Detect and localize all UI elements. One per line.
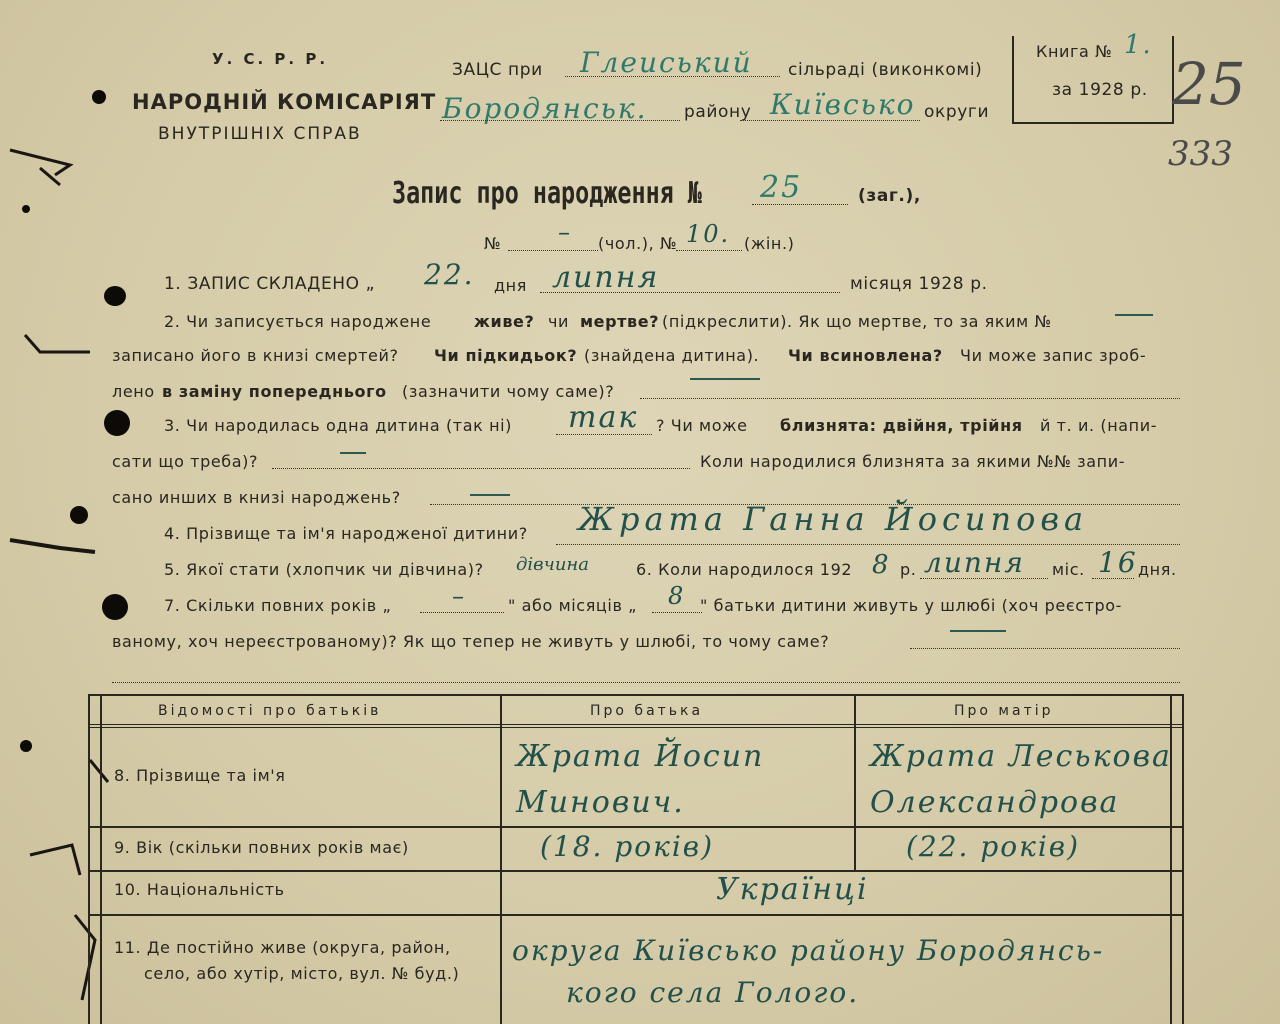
q1-label: 1. ЗАПИС СКЛАДЕНО „: [164, 274, 376, 294]
commissariat-label: НАРОДНІЙ КОМІСАРІЯТ: [132, 90, 437, 114]
table-header-father: Про батька: [590, 703, 704, 719]
q2-zaminu: в заміну попереднього: [162, 382, 387, 401]
mother-age-value: (22. років): [906, 830, 1081, 863]
q4-label: 4. Прізвище та ім'я народженої дитини?: [164, 524, 528, 543]
row-name-label: 8. Прізвище та ім'я: [114, 766, 286, 785]
rayon-value: Бородянськ.: [442, 92, 648, 125]
row-residence-label-1: 11. Де постійно живе (округа, район,: [114, 938, 451, 957]
male-female-label: (чол.), №: [598, 234, 678, 253]
q2-zhyve: живе?: [474, 312, 535, 331]
q5-value: дівчина: [516, 554, 590, 575]
q7-months-value: 8: [668, 582, 686, 610]
q7-line1c: " батьки дитини живуть у шлюбі (хоч реєстро-: [700, 596, 1123, 615]
book-year: за 1928 р.: [1052, 80, 1148, 100]
q3-line2a: сати що треба)?: [112, 452, 259, 471]
q3-line1c: й т. и. (напи-: [1040, 416, 1158, 435]
okruha-value: Київсько: [770, 88, 916, 121]
q6-r: р.: [900, 560, 917, 579]
record-zag: (заг.),: [858, 186, 921, 206]
q1-day-value: 22.: [424, 258, 475, 291]
record-number: 25: [760, 170, 803, 205]
row-age-label: 9. Вік (скільки повних років має): [114, 838, 409, 857]
zats-label: ЗАЦС при: [452, 60, 543, 80]
q7-line1b: " або місяців „: [508, 596, 638, 615]
q2-pidkydok: Чи підкидьок?: [434, 346, 578, 365]
q2-line3b: (зазначити чому саме)?: [402, 382, 615, 401]
pencil-number-top: 25: [1172, 50, 1246, 118]
zats-value: Глеиський: [580, 46, 753, 79]
q1-month-value: липня: [552, 260, 660, 295]
q2-mertve: мертве?: [580, 312, 660, 331]
usrr-label: У. С. Р. Р.: [212, 50, 329, 68]
female-label: (жін.): [744, 234, 795, 253]
table-header-parents: Відомості про батьків: [158, 703, 382, 719]
q7-line1a: 7. Скільки повних років „: [164, 596, 392, 615]
q6-dnya: дня.: [1138, 560, 1177, 579]
q5-label: 5. Якої стати (хлопчик чи дівчина)?: [164, 560, 484, 579]
female-number-value: 10.: [686, 220, 731, 248]
q3-line3a: сано инших в книзі народжень?: [112, 488, 401, 507]
father-name-value: Жрата Йосип Минович.: [516, 739, 765, 820]
residence-value-2: кого села Голого.: [566, 976, 860, 1009]
q6-mis: міс.: [1052, 560, 1085, 579]
q3-blyzn: близнята: двійня, трійня: [780, 416, 1023, 435]
sub-no-label: №: [484, 234, 502, 253]
q6-month-value: липня: [924, 546, 1025, 579]
row-residence-label-2: село, або хутір, місто, вул. № буд.): [144, 964, 460, 983]
q2-line1b: (підкреслити). Як що мертве, то за яким №: [662, 312, 1052, 331]
book-label: Книга №: [1036, 42, 1113, 61]
q3-line1a: 3. Чи народилась одна дитина (так ні): [164, 416, 513, 435]
male-number-value: –: [558, 218, 572, 246]
q7-years-value: –: [452, 582, 466, 610]
father-age-value: (18. років): [540, 830, 715, 863]
nationality-value: Українці: [716, 872, 869, 907]
q2-line1a: 2. Чи записується народжене: [164, 312, 432, 331]
q3-line2b: Коли народилися близнята за якими №№ запи-: [700, 452, 1126, 471]
q6-day-value: 16: [1098, 546, 1138, 579]
table-header-mother: Про матір: [954, 703, 1054, 719]
record-title: Запис про народження №: [392, 176, 702, 211]
q1-dnya: дня: [494, 276, 527, 295]
residence-value-1: округа Київсько району Бородянсь-: [512, 934, 1105, 967]
q6-year-digit: 8: [872, 550, 889, 580]
okruhy-label: округи: [924, 102, 990, 122]
mother-name-value: Жрата Леськова Олександрова: [870, 739, 1172, 820]
q1-tail: місяця 1928 р.: [850, 274, 988, 294]
q4-value: Жрата Ганна Йосипова: [578, 500, 1089, 538]
row-nationality-label: 10. Національність: [114, 880, 285, 899]
q2-line2a: записано його в книзі смертей?: [112, 346, 399, 365]
q3-value: так: [568, 400, 639, 435]
q3-line1b: ? Чи може: [656, 416, 748, 435]
department-label: ВНУТРІШНІХ СПРАВ: [158, 124, 362, 144]
book-value: 1.: [1124, 30, 1153, 60]
q2-chy: чи: [548, 312, 570, 331]
q2-vsynovlena: Чи всиновлена?: [788, 346, 943, 365]
q2-line3a: лено: [112, 382, 155, 401]
q6-label: 6. Коли народилося 192: [636, 560, 853, 579]
q7-line2: ваному, хоч нереєстрованому)? Як що тепер не живуть у шлюбі, то чому саме?: [112, 632, 830, 651]
silradi-label: сільраді (виконкомі): [788, 60, 983, 80]
q2-line2b: (знайдена дитина).: [584, 346, 760, 365]
q2-line2c: Чи може запис зроб-: [960, 346, 1147, 365]
pencil-number-bottom: 333: [1168, 134, 1233, 174]
rayonu-label: району: [684, 102, 752, 122]
